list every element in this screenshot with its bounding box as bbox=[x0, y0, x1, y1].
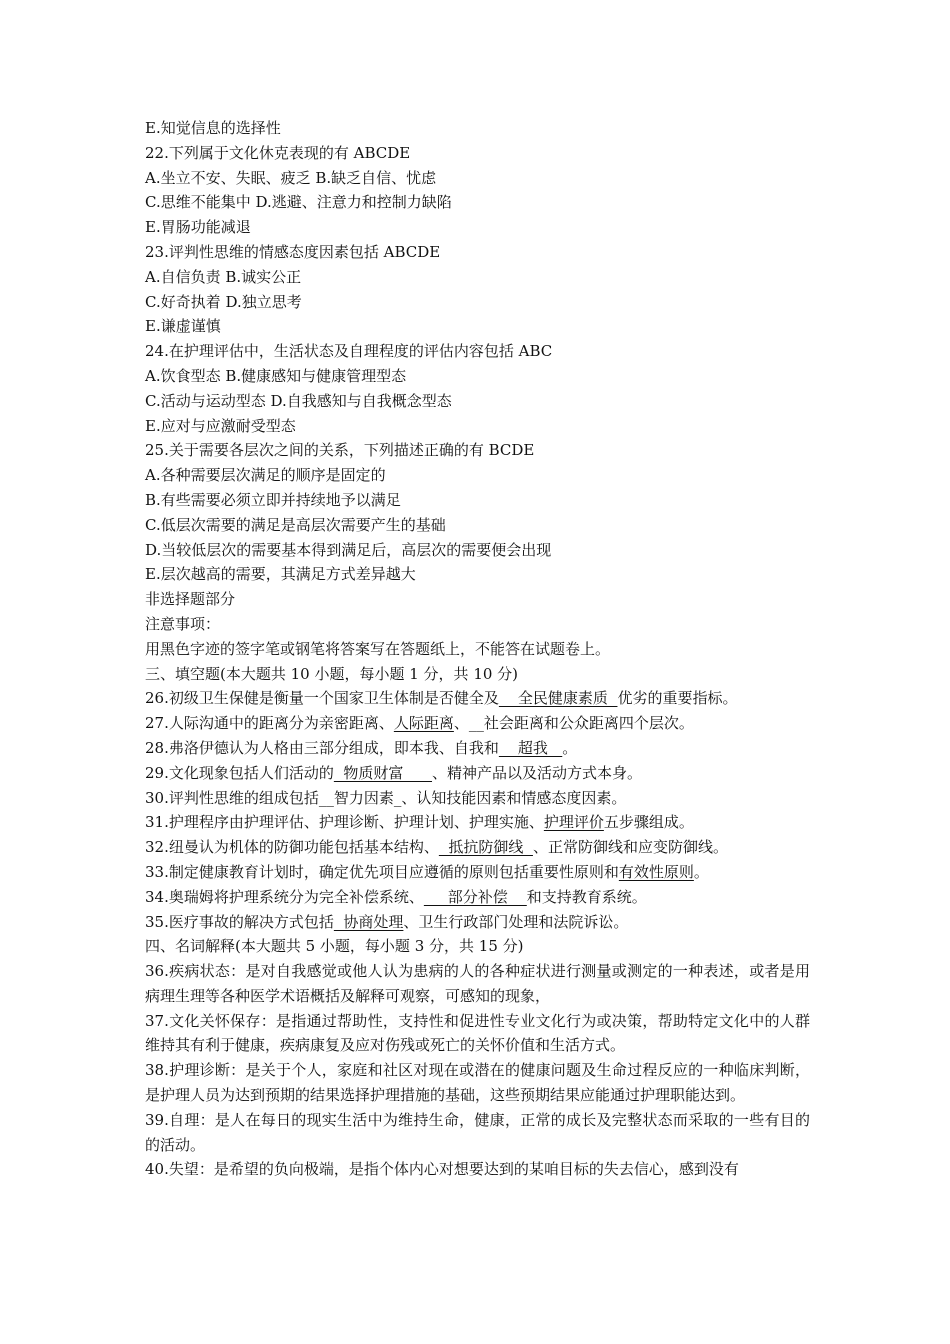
question-text: 、卫生行政部门处理和法院诉讼。 bbox=[403, 912, 629, 931]
option-line: E.应对与应激耐受型态 bbox=[145, 416, 296, 435]
answer-blank: 协商处理 bbox=[333, 912, 404, 931]
answer-blank: 人际距离 bbox=[393, 714, 454, 733]
fill-question-34 bbox=[145, 885, 810, 910]
definition-39: 39.自理：是人在每日的现实生活中为维持生命，健康，正常的成长及完整状态而采取的一些有目的的活动。 bbox=[145, 1110, 810, 1154]
fill-question-30 bbox=[145, 786, 810, 811]
question-line: 25.关于需要各层次之间的关系，下列描述正确的有 BCDE bbox=[145, 441, 535, 460]
question-text: 28.弗洛伊德认为人格由三部分组成，即本我、自我和 bbox=[145, 738, 499, 757]
question-text: 34.奥瑞姆将护理系统分为完全补偿系统、 bbox=[145, 887, 424, 906]
fill-question-27 bbox=[145, 711, 810, 736]
option-line: E.层次越高的需要，其满足方式差异越大 bbox=[145, 565, 416, 584]
answer-blank: 抵抗防御线 bbox=[438, 838, 533, 857]
definition-38: 38.护理诊断：是关于个人，家庭和社区对现在或潜在的健康问题及生命过程反应的一种临床判断，是护理人员为达到预期的结果选择护理措施的基础，这些预期结果应能通过护理职能达到。 bbox=[145, 1061, 810, 1105]
question-text: 、精神产品以及活动方式本身。 bbox=[432, 763, 643, 782]
question-text: 35.医疗事故的解决方式包括 bbox=[145, 912, 334, 931]
question-line: 24.在护理评估中，生活状态及自理程度的评估内容包括 ABC bbox=[145, 342, 553, 361]
section-heading: 四、名词解释(本大题共 5 小题，每小题 3 分，共 15 分) bbox=[145, 937, 524, 956]
question-text: 27.人际沟通中的距离分为亲密距离、 bbox=[145, 714, 394, 733]
question-text: 31.护理程序由护理评估、护理诊断、护理计划、护理实施、 bbox=[145, 813, 544, 832]
question-text: 30.评判性思维的组成包括__智力因素_、认知技能因素和情感态度因素。 bbox=[145, 788, 627, 807]
section-heading: 非选择题部分 bbox=[145, 590, 236, 609]
option-line: E.谦虚谨慎 bbox=[145, 317, 221, 336]
question-text: 32.纽曼认为机体的防御功能包括基本结构、 bbox=[145, 838, 439, 857]
fill-question-32 bbox=[145, 835, 810, 860]
question-text: 五步骤组成。 bbox=[603, 813, 694, 832]
question-text: 、正常防御线和应变防御线。 bbox=[532, 838, 728, 857]
option-line: E.胃肠功能减退 bbox=[145, 218, 251, 237]
notice-heading: 注意事项： bbox=[145, 614, 221, 633]
question-line: 22.下列属于文化休克表现的有 ABCDE bbox=[145, 143, 411, 162]
option-line: B.有些需要必须立即并持续地予以满足 bbox=[145, 490, 401, 509]
definition-37: 37.文化关怀保存：是指通过帮助性，支持性和促进性专业文化行为或决策，帮助特定文化中的人群维持其有利于健康，疾病康复及应对伤残或死亡的关怀价值和生活方式。 bbox=[145, 1011, 810, 1055]
option-line: A.饮食型态 B.健康感知与健康管理型态 bbox=[145, 366, 407, 385]
question-text: 。 bbox=[562, 738, 578, 757]
answer-blank: 物质财富 bbox=[333, 763, 433, 782]
answer-blank: 有效性原则 bbox=[618, 862, 694, 881]
answer-blank: 护理评价 bbox=[543, 813, 604, 832]
option-line: C.思维不能集中 D.逃避、注意力和控制力缺陷 bbox=[145, 193, 452, 212]
question-text: 26.初级卫生保健是衡量一个国家卫生体制是否健全及 bbox=[145, 689, 499, 708]
definition-40: 40.失望：是希望的负向极端，是指个体内心对想要达到的某咱目标的失去信心，感到没有 bbox=[145, 1160, 739, 1179]
fill-question-35 bbox=[145, 910, 810, 935]
question-line: 23.评判性思维的情感态度因素包括 ABCDE bbox=[145, 242, 441, 261]
question-text: 、__社会距离和公众距离四个层次。 bbox=[453, 714, 694, 733]
option-line: A.自信负责 B.诚实公正 bbox=[145, 267, 302, 286]
option-line: C.活动与运动型态 D.自我感知与自我概念型态 bbox=[145, 391, 452, 410]
option-line: E.知觉信息的选择性 bbox=[145, 119, 281, 137]
fill-question-29 bbox=[145, 761, 810, 786]
answer-blank: 部分补偿 bbox=[423, 887, 527, 906]
answer-blank: 全民健康素质 bbox=[498, 689, 618, 708]
answer-blank: 超我 bbox=[498, 738, 563, 757]
question-text: 和支持教育系统。 bbox=[526, 887, 647, 906]
section-heading: 三、填空题(本大题共 10 小题，每小题 1 分，共 10 分) bbox=[145, 664, 519, 683]
fill-question-33 bbox=[145, 860, 810, 885]
question-text: 29.文化现象包括人们活动的 bbox=[145, 763, 334, 782]
fill-question-31 bbox=[145, 810, 810, 835]
option-line: C.好奇执着 D.独立思考 bbox=[145, 292, 302, 311]
question-text: 优劣的重要指标。 bbox=[617, 689, 738, 708]
definition-36: 36.疾病状态：是对自我感觉或他人认为患病的人的各种症状进行测量或测定的一种表述，或者是用病理生理等各种医学术语概括及解释可观察，可感知的现象， bbox=[145, 962, 810, 1005]
option-line: A.各种需要层次满足的顺序是固定的 bbox=[145, 466, 386, 485]
question-text: 。 bbox=[693, 862, 709, 881]
option-line: D.当较低层次的需要基本得到满足后，高层次的需要便会出现 bbox=[145, 540, 552, 559]
fill-question-26 bbox=[145, 686, 810, 711]
notice-text: 用黑色字迹的签字笔或钢笔将答案写在答题纸上，不能答在试题卷上。 bbox=[145, 639, 611, 658]
option-line: C.低层次需要的满足是高层次需要产生的基础 bbox=[145, 515, 446, 534]
document-page bbox=[145, 116, 810, 1182]
fill-question-28 bbox=[145, 736, 810, 761]
option-line: A.坐立不安、失眠、疲乏 B.缺乏自信、忧虑 bbox=[145, 168, 437, 187]
question-text: 33.制定健康教育计划时，确定优先项目应遵循的原则包括重要性原则和 bbox=[145, 862, 619, 881]
